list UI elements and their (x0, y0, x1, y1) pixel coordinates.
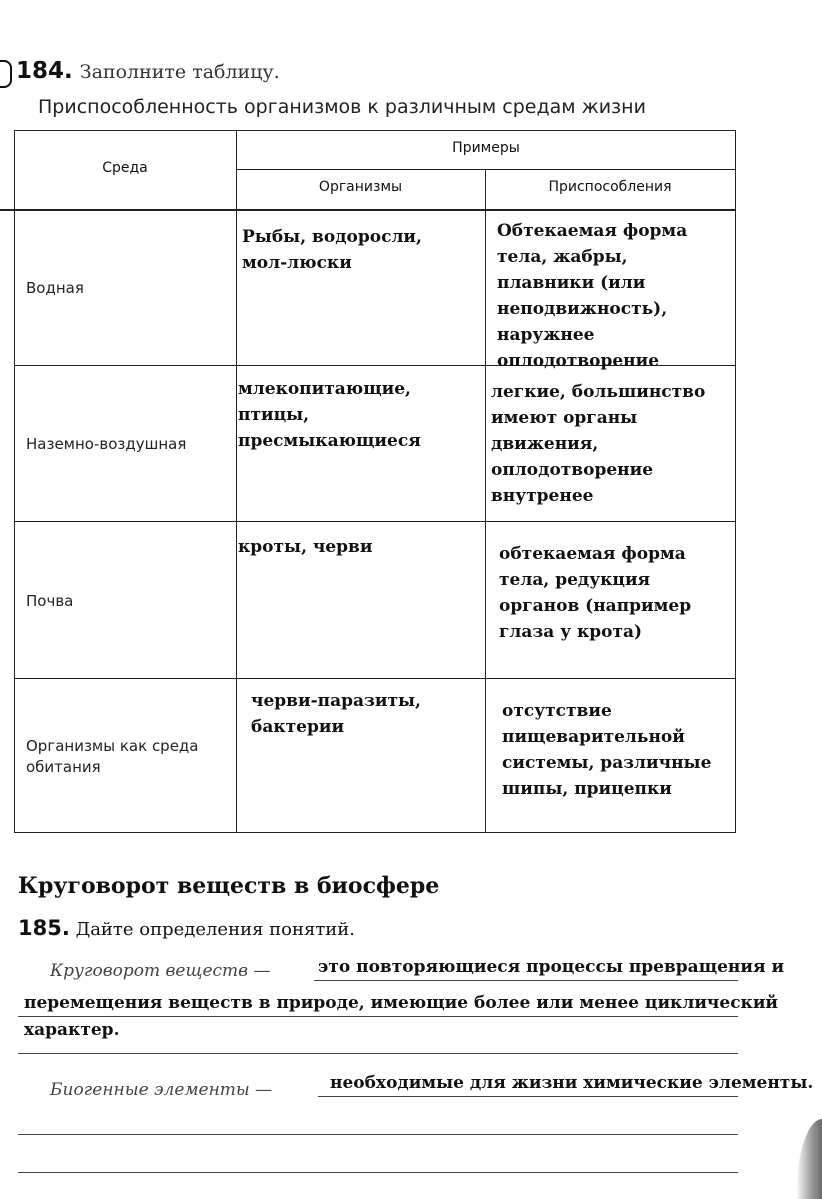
row-adaptations: Обтекаемая форма тела, жабры, плавники (или неподвижность), наружнее оплодотворение (497, 221, 688, 371)
answer-line (18, 1172, 738, 1173)
table-line (14, 130, 736, 131)
definition-answer: необходимые для жизни химические элементы. (330, 1073, 814, 1093)
answer-line (314, 980, 738, 981)
definition-answer: перемещения веществ в природе, имеющие более или менее циклический (24, 993, 779, 1013)
task-instruction: Дайте определения понятий. (75, 919, 356, 940)
definition-answer: это повторяющиеся процессы превращения и (318, 957, 785, 977)
task-number: 184. (16, 58, 73, 84)
term-label: Круговорот веществ — (50, 961, 271, 981)
row-env: Почва (26, 592, 74, 610)
task-instruction: Заполните таблицу. (79, 61, 280, 83)
task-185-heading (18, 916, 355, 940)
row-organisms: кроты, черви (238, 537, 373, 557)
table-line (236, 169, 736, 170)
table-line (14, 832, 736, 833)
header-organisms: Организмы (318, 179, 403, 195)
row-organisms: Рыбы, водоросли, мол-люски (242, 227, 422, 273)
table-line (485, 169, 486, 833)
section-title: Круговорот веществ в биосфере (18, 873, 440, 899)
row-adaptations: отсутствие пищеварительной системы, различные шипы, прицепки (502, 701, 712, 799)
table-line (14, 678, 736, 679)
definition-answer: характер. (24, 1020, 120, 1040)
answer-line (18, 1053, 738, 1054)
row-organisms: млекопитающие, птицы, пресмыкающиеся (238, 379, 421, 451)
table-line (236, 130, 237, 833)
term-label: Биогенные элементы — (50, 1080, 273, 1100)
page-curl-shadow (796, 1119, 822, 1199)
row-env: Организмы как среда обитания (26, 737, 199, 776)
answer-line (318, 1096, 738, 1097)
row-organisms: черви-паразиты, бактерии (251, 691, 421, 737)
task-number: 185. (18, 916, 70, 940)
row-adaptations: легкие, большинство имеют органы движения, оплодотворение внутренее (491, 382, 706, 506)
header-examples: Примеры (452, 140, 520, 156)
header-adaptations: Приспособления (548, 179, 672, 195)
table-title: Приспособленность организмов к различным средам жизни (38, 96, 646, 118)
row-env: Наземно-воздушная (26, 435, 187, 453)
table-line (735, 130, 736, 833)
answer-line (18, 1134, 738, 1135)
header-env: Среда (102, 160, 148, 176)
row-adaptations: обтекаемая форма тела, редукция органов (например глаза у крота) (499, 544, 692, 642)
task-marker-icon (0, 60, 12, 88)
task-184-heading (16, 58, 280, 84)
table-line (0, 209, 736, 211)
row-env: Водная (26, 279, 84, 297)
table-line (14, 521, 736, 522)
table-line (14, 130, 15, 833)
answer-line (18, 1016, 738, 1017)
